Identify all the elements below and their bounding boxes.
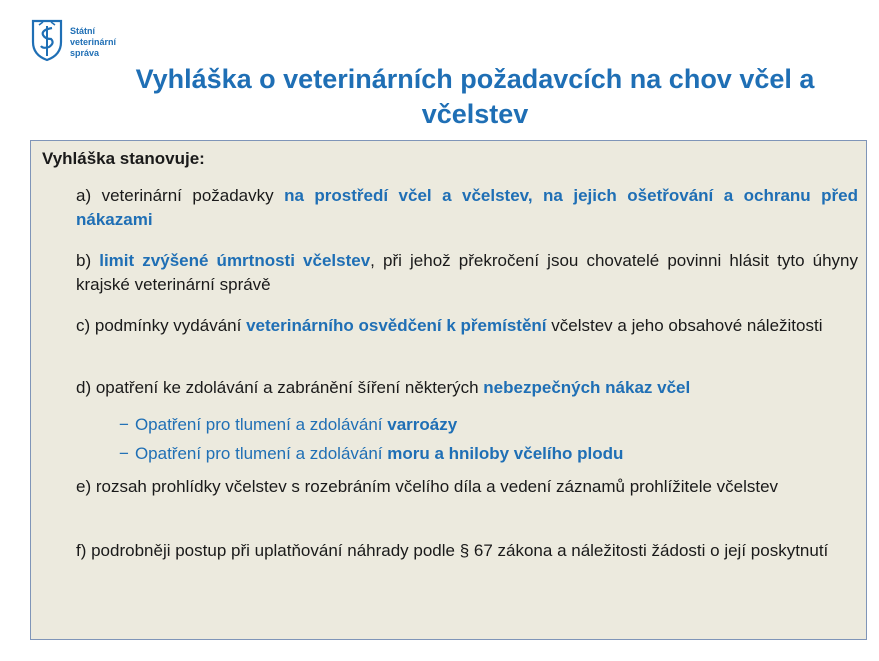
intro-heading: Vyhláška stanovuje: <box>42 149 205 168</box>
dash-icon: − <box>119 444 129 463</box>
sub-item-varroa <box>119 413 457 437</box>
item-d-highlight: nebezpečných nákaz včel <box>483 378 691 397</box>
dash-icon: − <box>119 415 129 434</box>
logo-line-2: veterinární <box>70 37 117 47</box>
list-item-c <box>76 314 858 338</box>
sub-item-2-prefix: Opatření pro tlumení a zdolávání <box>134 444 388 463</box>
item-c-suffix: včelstev a jeho obsahové náležitosti <box>546 316 823 335</box>
item-c-prefix: c) podmínky vydávání <box>76 316 247 335</box>
item-a-highlight: na prostředí včel a včelstev, na jejich ošetřování a ochranu před nákazami <box>76 186 858 229</box>
sub-item-1-highlight: varroázy <box>387 415 458 434</box>
list-item-e: e) rozsah prohlídky včelstev s rozebráním včelího díla a vedení záznamů prohlížitele včelstev <box>76 477 779 496</box>
logo-wordmark <box>70 26 116 59</box>
sub-item-2-highlight: moru a hniloby včelího plodu <box>387 444 624 463</box>
list-item-a <box>76 184 858 232</box>
sub-item-1-prefix: Opatření pro tlumení a zdolávání <box>134 415 388 434</box>
item-d-prefix: d) opatření ke zdolávání a zabránění šíření některých <box>76 378 484 397</box>
logo-line-1: Státní <box>70 26 96 36</box>
sub-item-mor <box>119 442 623 466</box>
item-b-suffix: , při jehož překročení jsou chovatelé povinni hlásit tyto úhyny krajské veterinární správě <box>76 251 858 294</box>
item-a-prefix: a) veterinární požadavky <box>76 186 285 205</box>
list-item-b <box>76 249 858 297</box>
item-c-highlight: veterinárního osvědčení k přemístění <box>246 316 547 335</box>
title-line-1: Vyhláška o veterinárních požadavcích na chov včel a <box>135 64 815 94</box>
title-line-2: včelstev <box>421 99 529 129</box>
item-b-prefix: b) <box>76 251 100 270</box>
svs-emblem-icon <box>30 18 64 62</box>
svs-logo <box>30 18 116 62</box>
logo-line-3: správa <box>70 48 100 58</box>
content-box <box>30 140 867 640</box>
item-b-highlight: limit zvýšené úmrtnosti včelstev <box>99 251 371 270</box>
list-item-f: f) podrobněji postup při uplatňování náhrady podle § 67 zákona a náležitosti žádosti o její poskytnutí <box>76 541 829 560</box>
page-title <box>60 62 879 132</box>
list-item-d <box>76 376 858 400</box>
